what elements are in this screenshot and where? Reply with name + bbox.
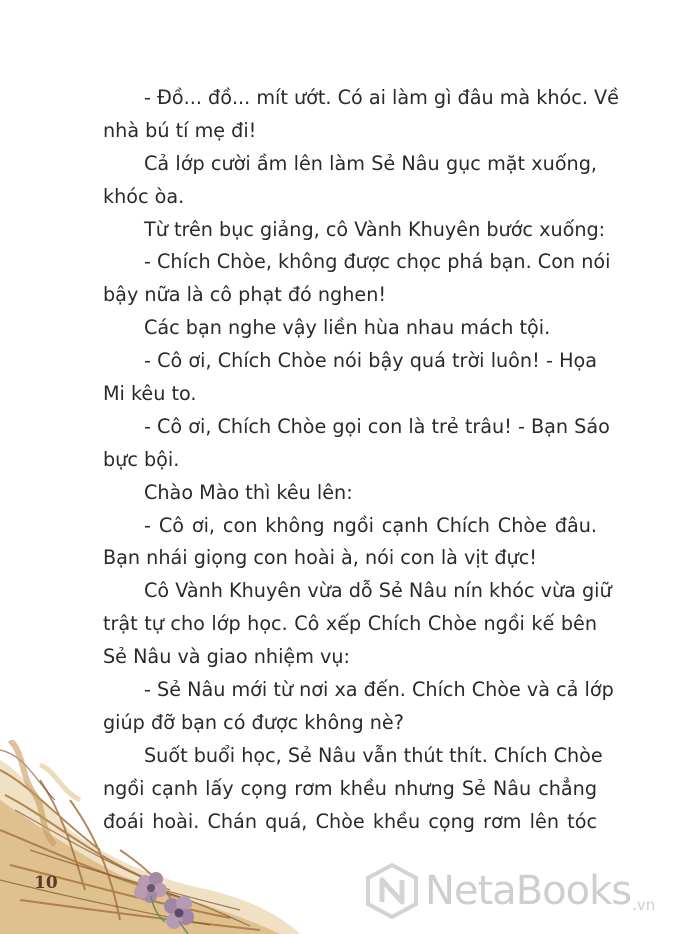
text-line: khóc òa. <box>103 184 185 208</box>
text-line: Các bạn nghe vậy liền hùa nhau mách tội. <box>144 316 551 340</box>
watermark-brand: NetaBooks <box>425 868 632 914</box>
text-line: Từ trên bục giảng, cô Vành Khuyên bước xuống: <box>144 217 606 241</box>
text-line: - Cô ơi, con không ngồi cạnh Chích Chòe đâu. <box>144 513 597 537</box>
straw-nest-illustration <box>0 740 300 934</box>
text-line: Cô Vành Khuyên vừa dỗ Sẻ Nâu nín khóc vừa giữ <box>144 579 612 603</box>
text-line: ngồi cạnh lấy cọng rơm khều nhưng Sẻ Nâu chẳng <box>103 776 597 800</box>
netabooks-watermark <box>363 862 655 920</box>
text-line: giúp đỡ bạn có được không nè? <box>103 710 404 734</box>
text-line: - Đồ... đồ... mít ướt. Có ai làm gì đâu mà khóc. Về <box>144 86 619 109</box>
text-line: Suốt buổi học, Sẻ Nâu vẫn thút thít. Chích Chòe <box>144 743 603 767</box>
text-line: Bạn nhái giọng con hoài à, nói con là vịt đực! <box>103 546 537 570</box>
text-line: Chào Mào thì kêu lên: <box>144 480 353 504</box>
watermark-suffix: .vn <box>632 896 656 914</box>
text-line: Sẻ Nâu và giao nhiệm vụ: <box>103 645 351 669</box>
story-text <box>103 82 619 838</box>
netabooks-logo-icon <box>363 862 421 920</box>
flower-icon <box>164 896 194 929</box>
page-number: 10 <box>34 873 58 893</box>
text-line: bậy nữa là cô phạt đó nghen! <box>103 283 387 307</box>
text-line: bực bội. <box>103 447 180 471</box>
text-line: - Sẻ Nâu mới từ nơi xa đến. Chích Chòe và cả lớp <box>144 678 614 702</box>
text-line: đoái hoài. Chán quá, Chòe khều cọng rơm lên tóc <box>103 809 597 833</box>
text-line: Cả lớp cười ầm lên làm Sẻ Nâu gục mặt xuống, <box>144 151 597 175</box>
text-line: Mi kêu to. <box>103 382 197 406</box>
text-line: trật tự cho lớp học. Cô xếp Chích Chòe ngồi kế bên <box>103 612 597 636</box>
text-line: - Cô ơi, Chích Chòe nói bậy quá trời luôn! - Họa <box>144 349 597 373</box>
text-line: - Chích Chòe, không được chọc phá bạn. Con nói <box>144 250 611 274</box>
text-line: - Cô ơi, Chích Chòe gọi con là trẻ trâu! - Bạn Sáo <box>144 414 610 438</box>
text-line: nhà bú tí mẹ đi! <box>103 118 257 142</box>
